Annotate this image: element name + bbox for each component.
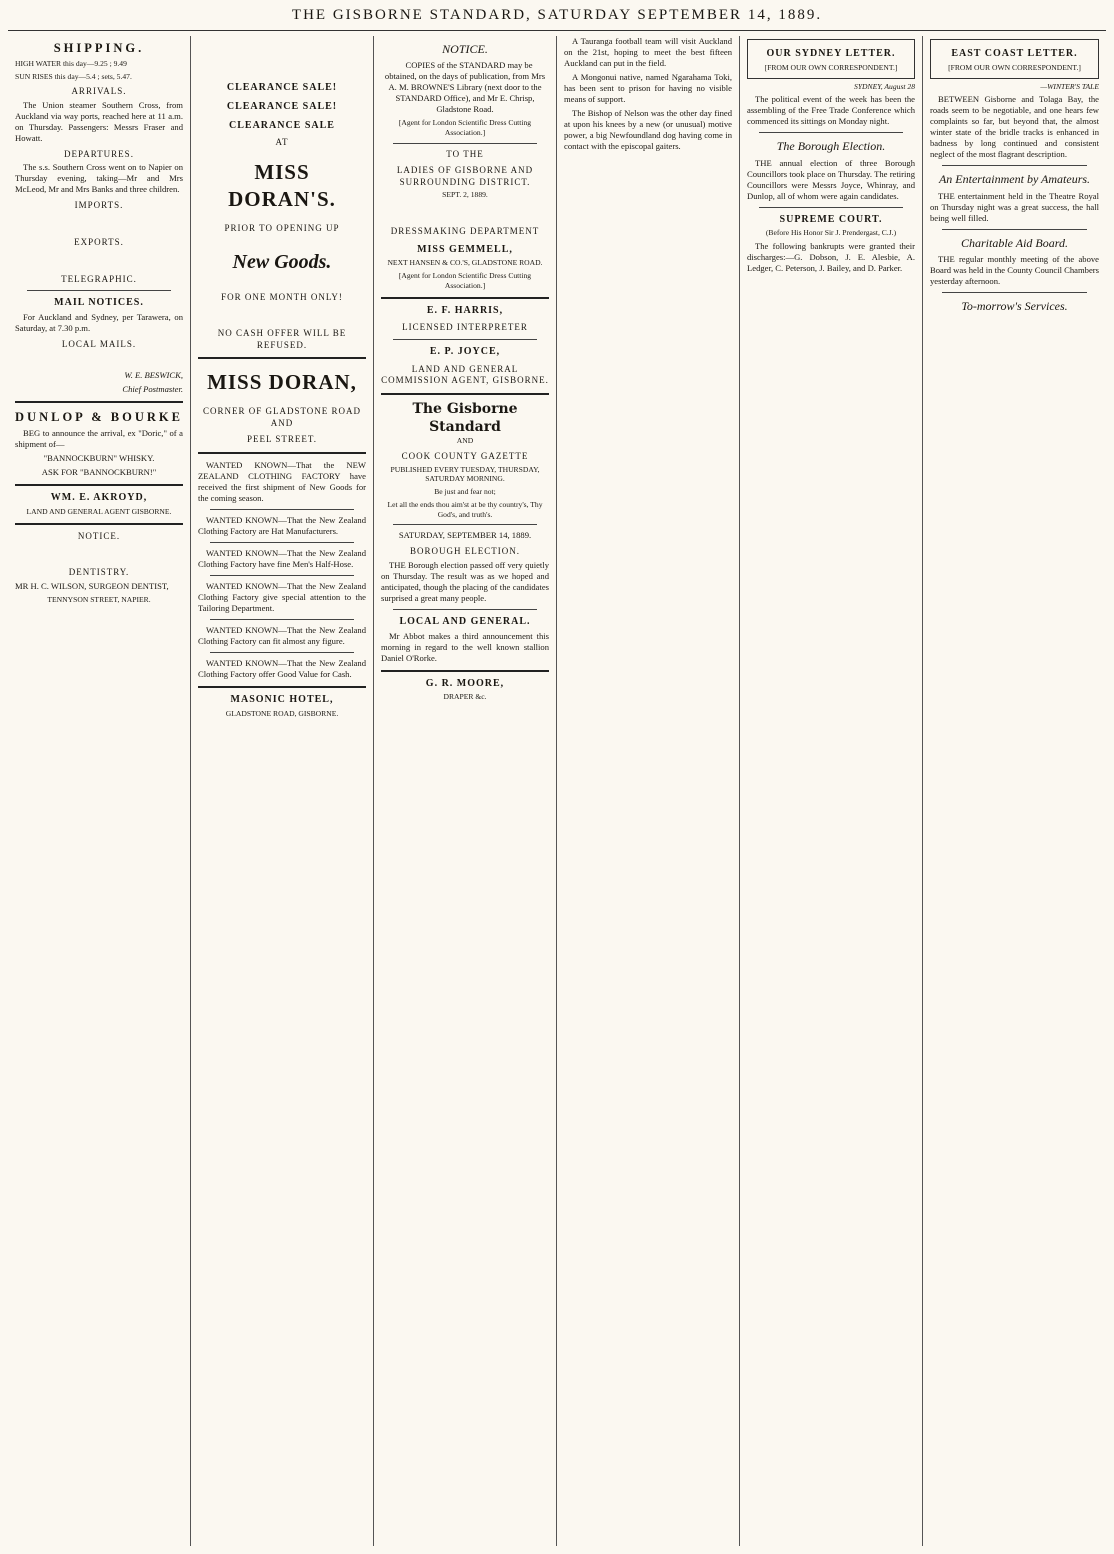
tide-line: HIGH WATER this day—9.25 ; 9.49 <box>15 59 127 68</box>
published-line: PUBLISHED EVERY TUESDAY, THURSDAY, SATURDAY MORNING. <box>390 464 540 484</box>
local-general-heading: LOCAL AND GENERAL. <box>399 615 531 627</box>
paper-subtitle: COOK COUNTY GAZETTE <box>401 451 529 462</box>
masthead: THE GISBORNE STANDARD, SATURDAY SEPTEMBER 14, 1889. <box>8 0 1106 31</box>
borough-election-heading: The Borough Election. <box>776 139 886 154</box>
sydney-letter-sub: [FROM OUR OWN CORRESPONDENT.] <box>764 62 898 72</box>
dentist-name: MR H. C. WILSON, SURGEON DENTIST, <box>15 580 169 591</box>
borough-election-text: THE annual election of three Borough Councillors took place on Thursday. The retiring Councillors were Messrs Joyce, Whinray, and Dunlop, all of whom were again candidates. <box>747 157 915 201</box>
supreme-court-heading: SUPREME COURT. <box>779 213 883 225</box>
notice-heading: NOTICE. <box>77 530 121 541</box>
news-paragraph: The Bishop of Nelson was the other day fined at upon his knees by a new (or unusual) motive power, a big Newfoundland dog having come in contact with the episcopal gaiters. <box>564 108 732 151</box>
east-coast-letter-heading: EAST COAST LETTER. <box>951 48 1078 59</box>
column-1 <box>8 36 191 1546</box>
no-cash-refused: NO CASH OFFER WILL BE REFUSED. <box>217 328 347 350</box>
copies-notice: COPIES of the STANDARD may be obtained, on the days of publication, from Mrs A. M. BROWNE'S Library (next door to the STANDARD Office), and Mr E. Chrisp, Gladstone Road. <box>384 60 546 115</box>
services-heading: To-morrow's Services. <box>961 298 1068 313</box>
motto-line-2: Let all the ends thou aim'st at be thy country's, Thy God's, and truth's. <box>387 499 543 519</box>
supreme-court-text: The following bankrupts were granted their discharges:—G. Dobson, J. E. Alesbie, A. Ledger, C. Peterson, J. Bailey, and D. Parker. <box>747 241 915 274</box>
sydney-letter-text: The political event of the week has been the assembling of the Free Trade Conference which commenced its sittings on Monday night. <box>747 94 915 127</box>
borough-election-text: THE Borough election passed off very quietly on Thursday. The result was as we hoped and anticipated, though the placing of the candidates surprised a great many people. <box>381 559 549 603</box>
east-coast-letter-text: BETWEEN Gisborne and Tolaga Bay, the roads seem to be negotiable, and one hears few complaints so far, but beyond that, the almost winter state of the bridle tracks is enhanced in badness by long continued and consistent neglect of the most flagrant description. <box>930 94 1099 160</box>
dentistry-heading: DENTISTRY. <box>68 567 130 578</box>
ladies-date: SEPT. 2, 1889. <box>442 190 488 200</box>
clearance-sale-1: CLEARANCE SALE! <box>226 82 338 93</box>
shipping-heading: SHIPPING. <box>53 41 145 55</box>
wanted-known-4: WANTED KNOWN—That the New Zealand Clothing Factory give special attention to the Tailoring Department. <box>198 580 366 613</box>
departures-heading: DEPARTURES. <box>64 148 134 159</box>
paper-and: AND <box>456 436 474 446</box>
mail-notices-heading: MAIL NOTICES. <box>54 297 144 309</box>
borough-election-heading: BOROUGH ELECTION. <box>410 546 520 557</box>
dunlop-text: BEG to announce the arrival, ex "Doric," of a shipment of— <box>15 428 183 450</box>
prior-to-opening: PRIOR TO OPENING UP <box>224 222 340 233</box>
akroyd-heading: WM. E. AKROYD, <box>50 492 148 504</box>
to-the: TO THE <box>446 148 484 159</box>
new-goods-display: New Goods. <box>232 251 332 274</box>
wanted-known-2: WANTED KNOWN—That the New Zealand Clothing Factory are Hat Manufacturers. <box>198 514 366 536</box>
akroyd-sub: LAND AND GENERAL AGENT GISBORNE. <box>26 507 172 517</box>
telegraphic-heading: TELEGRAPHIC. <box>61 273 137 284</box>
one-month-only: FOR ONE MONTH ONLY! <box>221 291 343 302</box>
wanted-known-1: WANTED KNOWN—That the NEW ZEALAND CLOTHING FACTORY have received the first shipment of New Goods for the coming season. <box>198 459 366 503</box>
miss-gemmell: MISS GEMMELL, <box>417 243 513 255</box>
amateur-entertainment-heading: An Entertainment by Amateurs. <box>938 172 1091 187</box>
local-mails-heading: LOCAL MAILS. <box>61 338 137 349</box>
bannockburn-product: "BANNOCKBURN" WHISKY. <box>43 453 155 464</box>
moore-sub: DRAPER &c. <box>443 692 487 702</box>
scientific-agent-2: [Agent for London Scientific Dress Cutting Association.] <box>398 271 532 290</box>
arrivals-heading: ARRIVALS. <box>71 86 127 97</box>
charitable-aid-heading: Charitable Aid Board. <box>960 235 1068 250</box>
doran-corner: CORNER OF GLADSTONE ROAD AND <box>202 406 362 428</box>
masonic-hotel-heading: MASONIC HOTEL, <box>230 693 334 705</box>
paper-title: The Gisborne Standard <box>412 400 518 435</box>
harris-heading: E. F. HARRIS, <box>426 304 504 316</box>
dressmaking-department: DRESSMAKING DEPARTMENT <box>390 226 540 237</box>
doran-street: PEEL STREET. <box>247 434 317 445</box>
joyce-heading: E. P. JOYCE, <box>429 345 501 357</box>
epigraph-source: —WINTER'S TALE <box>1040 81 1099 91</box>
harris-sub: LICENSED INTERPRETER <box>402 322 528 333</box>
postmaster-name: W. E. BESWICK, <box>124 370 183 381</box>
sydney-letter-heading: OUR SYDNEY LETTER. <box>766 48 896 59</box>
exports-heading: EXPORTS. <box>74 236 124 247</box>
imports-heading: IMPORTS. <box>74 200 124 211</box>
east-coast-letter-sub: [FROM OUR OWN CORRESPONDENT.] <box>948 62 1081 72</box>
supreme-court-sub: (Before His Honor Sir J. Prendergast, C.J.) <box>765 228 897 238</box>
wanted-known-3: WANTED KNOWN—That the New Zealand Clothing Factory have fine Men's Half-Hose. <box>198 547 366 569</box>
sun-line: SUN RISES this day—5.4 ; sets, 5.47. <box>15 71 132 81</box>
moore-heading: G. R. MOORE, <box>425 677 505 689</box>
departures-text: The s.s. Southern Cross went on to Napier on Thursday evening, taking—Mr and Mrs McLeod, Mr and Mrs Banks and three children. <box>15 162 183 195</box>
issue-date: SATURDAY, SEPTEMBER 14, 1889. <box>398 530 532 541</box>
mail-text: For Auckland and Sydney, per Tarawera, on Saturday, at 7.30 p.m. <box>15 311 183 333</box>
notice-heading: NOTICE. <box>442 42 488 56</box>
sydney-letter-date: SYDNEY, August 28 <box>854 81 915 91</box>
wanted-known-6: WANTED KNOWN—That the New Zealand Clothing Factory offer Good Value for Cash. <box>198 657 366 679</box>
charitable-aid-text: THE regular monthly meeting of the above Board was held in the County Council Chambers yesterday afternoon. <box>930 253 1099 286</box>
at-word: AT <box>275 137 289 148</box>
motto-line-1: Be just and fear not; <box>434 487 496 497</box>
gemmell-address: NEXT HANSEN & CO.'S, GLADSTONE ROAD. <box>387 258 543 268</box>
local-general-text: Mr Abbot makes a third announcement this morning in regard to the well known stallion Daniel O'Rorke. <box>381 630 549 663</box>
ladies-heading: LADIES OF GISBORNE AND SURROUNDING DISTRICT. <box>396 165 534 187</box>
masonic-address: GLADSTONE ROAD, GISBORNE. <box>225 708 339 718</box>
column-4 <box>557 36 740 1546</box>
amateur-entertainment-text: THE entertainment held in the Theatre Royal on Thursday night was a great success, the hall being well filled. <box>930 190 1099 223</box>
news-paragraph: A Mongonui native, named Ngarahama Toki, has been sent to prison for having no visible means of support. <box>564 72 732 104</box>
arrivals-text: The Union steamer Southern Cross, from Auckland via way ports, reached here at 11 a.m. on Thursday. Passengers: Messrs Fraser and Howatt. <box>15 99 183 143</box>
column-2 <box>191 36 374 1546</box>
wanted-known-5: WANTED KNOWN—That the New Zealand Clothing Factory can fit almost any figure. <box>198 624 366 646</box>
clearance-sale-2: CLEARANCE SALE! <box>226 100 338 112</box>
news-paragraph: A Tauranga football team will visit Auckland on the 21st, hoping to meet the best fifteen Auckland can put in the field. <box>564 36 732 68</box>
dunlop-bourke-heading: DUNLOP & BOURKE <box>15 410 183 425</box>
column-3 <box>374 36 557 1546</box>
miss-doran-name: MISS DORAN, <box>207 370 357 395</box>
scientific-agent-1: [Agent for London Scientific Dress Cutting Association.] <box>398 118 532 138</box>
column-6 <box>923 36 1106 1546</box>
postmaster-title: Chief Postmaster. <box>122 384 183 395</box>
clearance-sale-3: CLEARANCE SALE <box>229 119 335 131</box>
dentist-address: TENNYSON STREET, NAPIER. <box>47 594 151 604</box>
ask-for-bannockburn: ASK FOR "BANNOCKBURN!" <box>41 467 157 478</box>
joyce-sub: LAND AND GENERAL COMMISSION AGENT, GISBORNE. <box>381 363 549 386</box>
column-5 <box>740 36 923 1546</box>
miss-doran-display: MISS DORAN'S. <box>228 159 336 211</box>
